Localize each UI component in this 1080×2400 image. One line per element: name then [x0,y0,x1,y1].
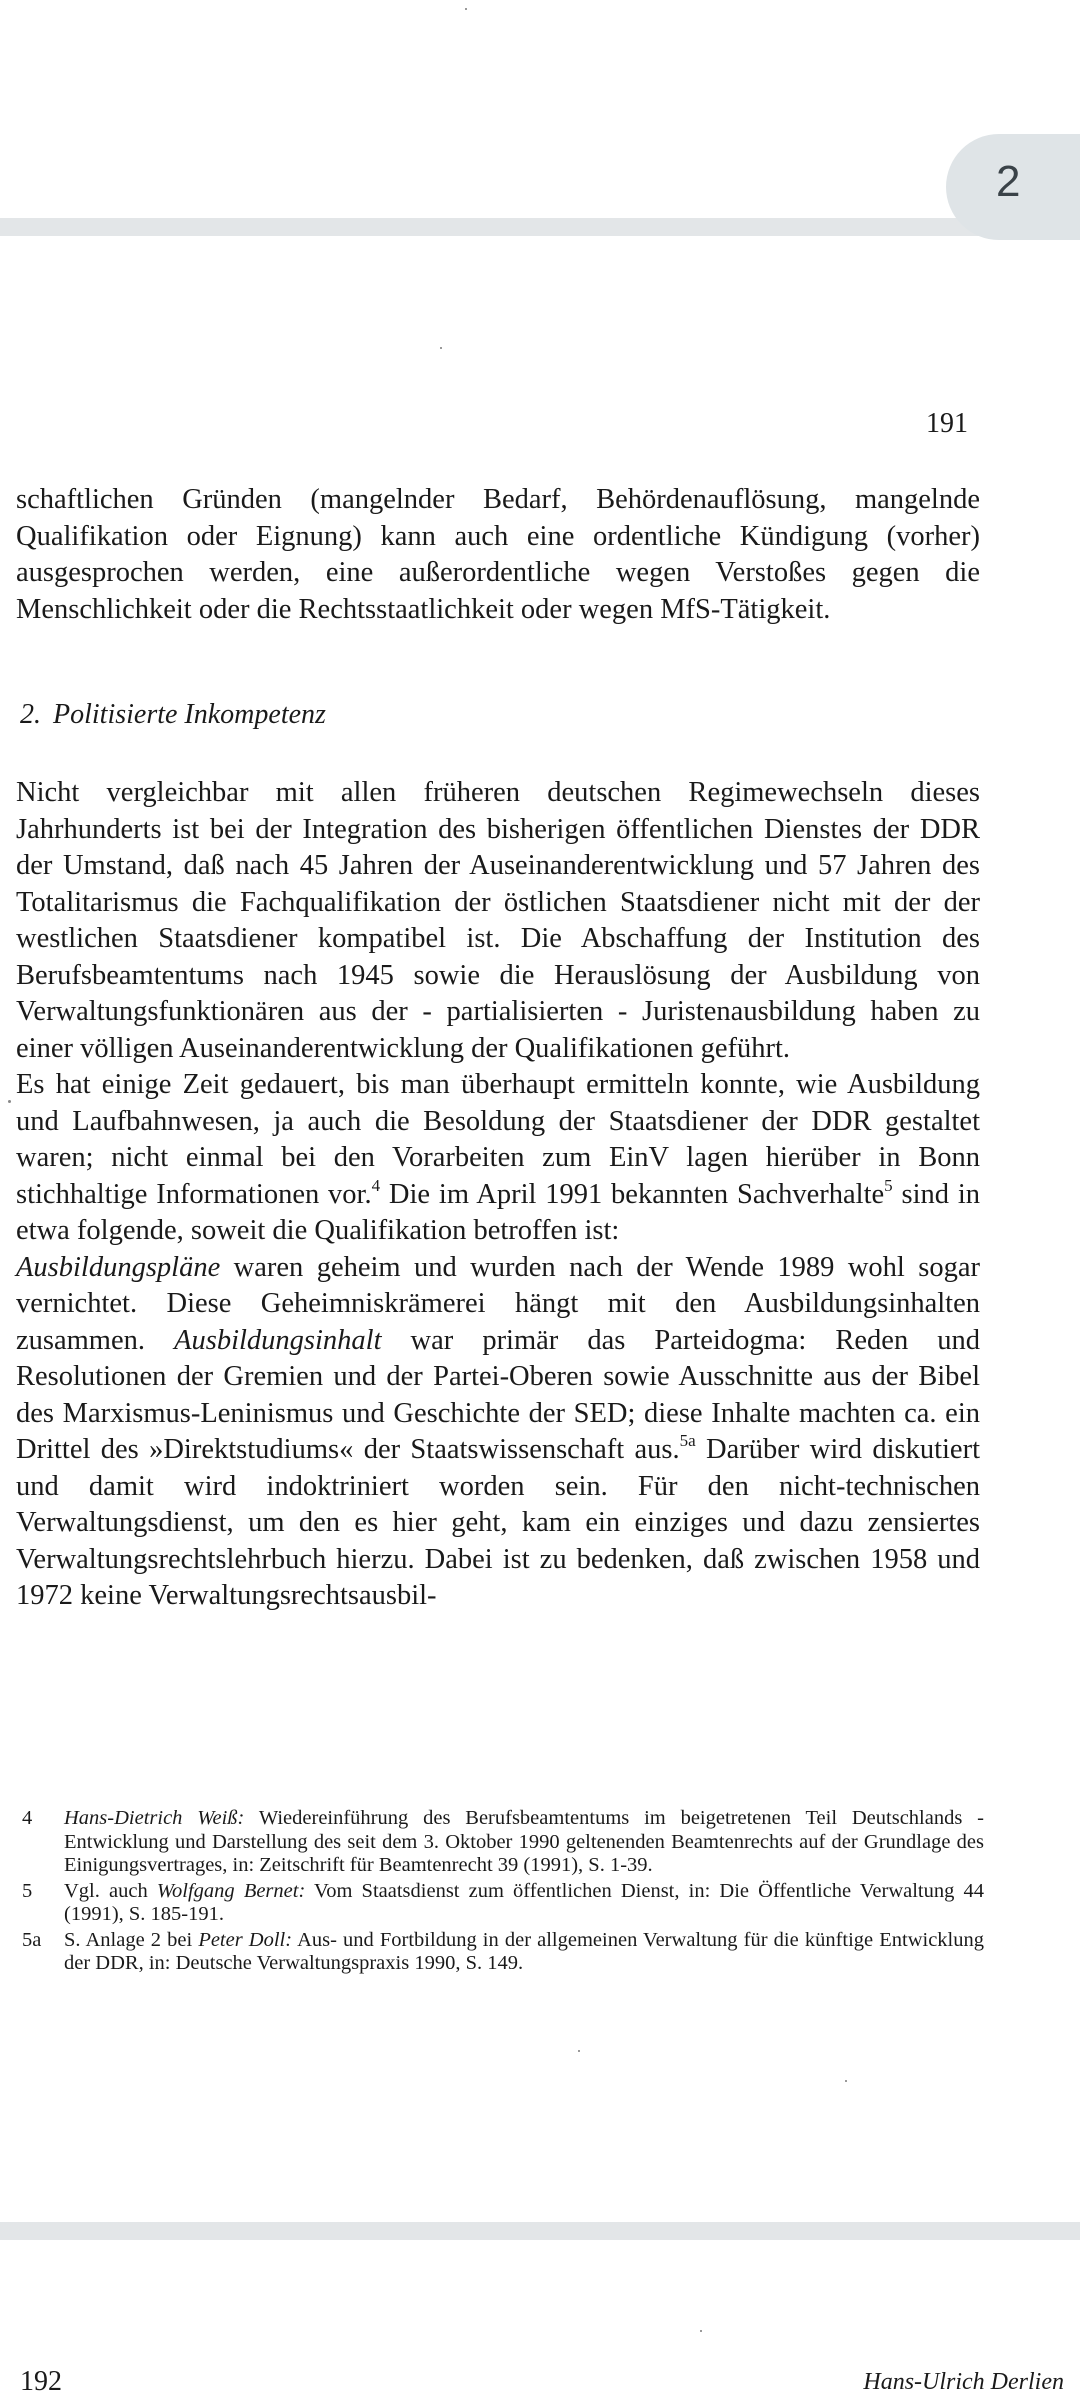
chapter-tab-number: 2 [996,157,1021,206]
section-title: Politisierte Inkompetenz [53,699,326,730]
footnote-text: Vom Staatsdienst zum öffentlichen Dienst, in: Die Öffentliche Verwaltung 44 (1991), S. 185-191. [64,1879,985,1925]
footnote-5a [22,1929,984,1976]
running-author: Hans-Ulrich Derlien [863,2369,1064,2395]
scan-speck [578,2050,580,2052]
paragraph-continued [16,482,980,628]
footnote-text: Aus- und Fortbildung in der allgemeinen Verwaltung für die künftige Entwicklung der DDR, in: Deutsche Verwaltungspraxis 1990, S. 149. [64,1928,985,1974]
paragraph-4-text-2: war primär das Parteidogma: Reden und Resolutionen der Gremien und der Partei-Oberen sowie Ausschnitte aus der Bibel des Marxismus-Leninismus und Geschichte der SED; diese Inhalte machten ca. ein Drittel des »Direktstudiums« der Staatswissenschaft aus. [16,1324,980,1465]
page-number-bottom: 192 [20,2366,62,2397]
footnote-prefix: Vgl. auch [64,1879,157,1902]
footnote-ref-4[interactable]: 4 [371,1175,381,1195]
section-heading [20,701,326,729]
footnote-author: Wolfgang Bernet: [156,1879,306,1902]
top-divider-band [0,218,1080,236]
term-ausbildungsinhalt: Ausbildungsinhalt [174,1324,382,1356]
section-number: 2. [20,699,41,730]
paragraph-3-text-1: Es hat einige Zeit gedauert, bis man überhaupt ermitteln konnte, wie Ausbildung und Laufbahnwesen, ja auch die Besoldung der Staatsdiener der DDR gestaltet waren; nicht einmal bei den Vorarbeiten zum EinV lagen hierüber in Bonn stichhaltige Informationen vor. [16,1069,980,1210]
scan-speck [465,8,467,10]
paragraph-2: Nicht vergleichbar mit allen früheren deutschen Regimewechseln dieses Jahrhunderts ist bei der Integration des bisherigen öffentlichen Dienstes der DDR der Umstand, daß nach 45 Jahren der Auseinanderentwicklung und 57 Jahren des Totalitarismus die Fachqualifikation der östlichen Staatsdiener nicht mit der der westlichen Staatsdiener kompatibel ist. Die Abschaffung der Institution des Berufsbeamtentums nach 1945 sowie die Herauslösung der Ausbildung von Verwaltungsfunktionären aus der - partialisierten - Juristenausbildung haben zu einer völligen Auseinanderentwicklung der Qualifikationen geführt. [16,777,980,1064]
paragraph-text: schaftlichen Gründen (mangelnder Bedarf, Behördenauflösung, mangelnde Qualifikation oder Eignung) kann auch eine ordentliche Kündigung (vorher) ausgesprochen werden, eine außerordentliche wegen Verstoßes gegen die Menschlichkeit oder die Rechtsstaatlichkeit oder wegen MfS-Tätigkeit. [16,484,980,625]
term-ausbildungsplaene: Ausbildungspläne [16,1251,221,1283]
paragraph-4-text-1: waren geheim und wurden nach der Wende 1989 wohl sogar vernichtet. Diese Geheimniskrämerei hängt mit den Ausbildungsinhalten zusammen. [16,1251,980,1356]
scan-speck [440,347,442,349]
footnote-author: Peter Doll: [198,1928,293,1951]
scan-speck [845,2080,847,2082]
paragraph-3-text-2: Die im April 1991 bekannten Sachverhalte [380,1178,885,1210]
footnote-number: 5 [22,1879,33,1902]
footnote-ref-5a[interactable]: 5a [679,1431,696,1450]
footnotes [22,1807,984,1978]
margin-mark [8,1100,11,1103]
footnote-5 [22,1880,984,1927]
footnote-text: Wiedereinführung des Berufsbeamtentums im beigetretenen Teil Deutschlands - Entwicklung und Darstellung des seit dem 3. Oktober 1990 geltenenden Beamtenrechts auf der Grundlage des Einigungsvertrages, in: Zeitschrift für Beamtenrecht 39 (1991), S. 1-39. [64,1807,984,1876]
footnote-4 [22,1807,984,1878]
paragraph-4 [16,1250,980,1615]
paragraph-3 [16,1067,980,1250]
footnote-number: 5a [22,1928,42,1951]
body-text [16,775,980,1615]
footnote-ref-5[interactable]: 5 [884,1175,893,1195]
footnote-author: Hans-Dietrich Weiß: [64,1807,245,1829]
paragraph-4-text-3: Darüber wird diskutiert und damit wird indoktriniert worden sein. Für den nicht-technischen Verwaltungsdienst, um den es hier geht, kam ein einziges und dazu zensiertes Verwaltungsrechtslehrbuch hierzu. Dabei ist zu bedenken, daß zwischen 1958 und 1972 keine Verwaltungsrechtsausbil- [16,1434,980,1611]
scan-speck [700,2330,702,2332]
footnote-prefix: S. Anlage 2 bei [64,1928,199,1951]
footnote-number: 4 [22,1807,33,1829]
page-number-top: 191 [926,408,968,439]
bottom-divider-band [0,2222,1080,2240]
paragraph-3-text-3: sind in etwa folgende, soweit die Qualifikation betroffen ist: [16,1178,980,1246]
